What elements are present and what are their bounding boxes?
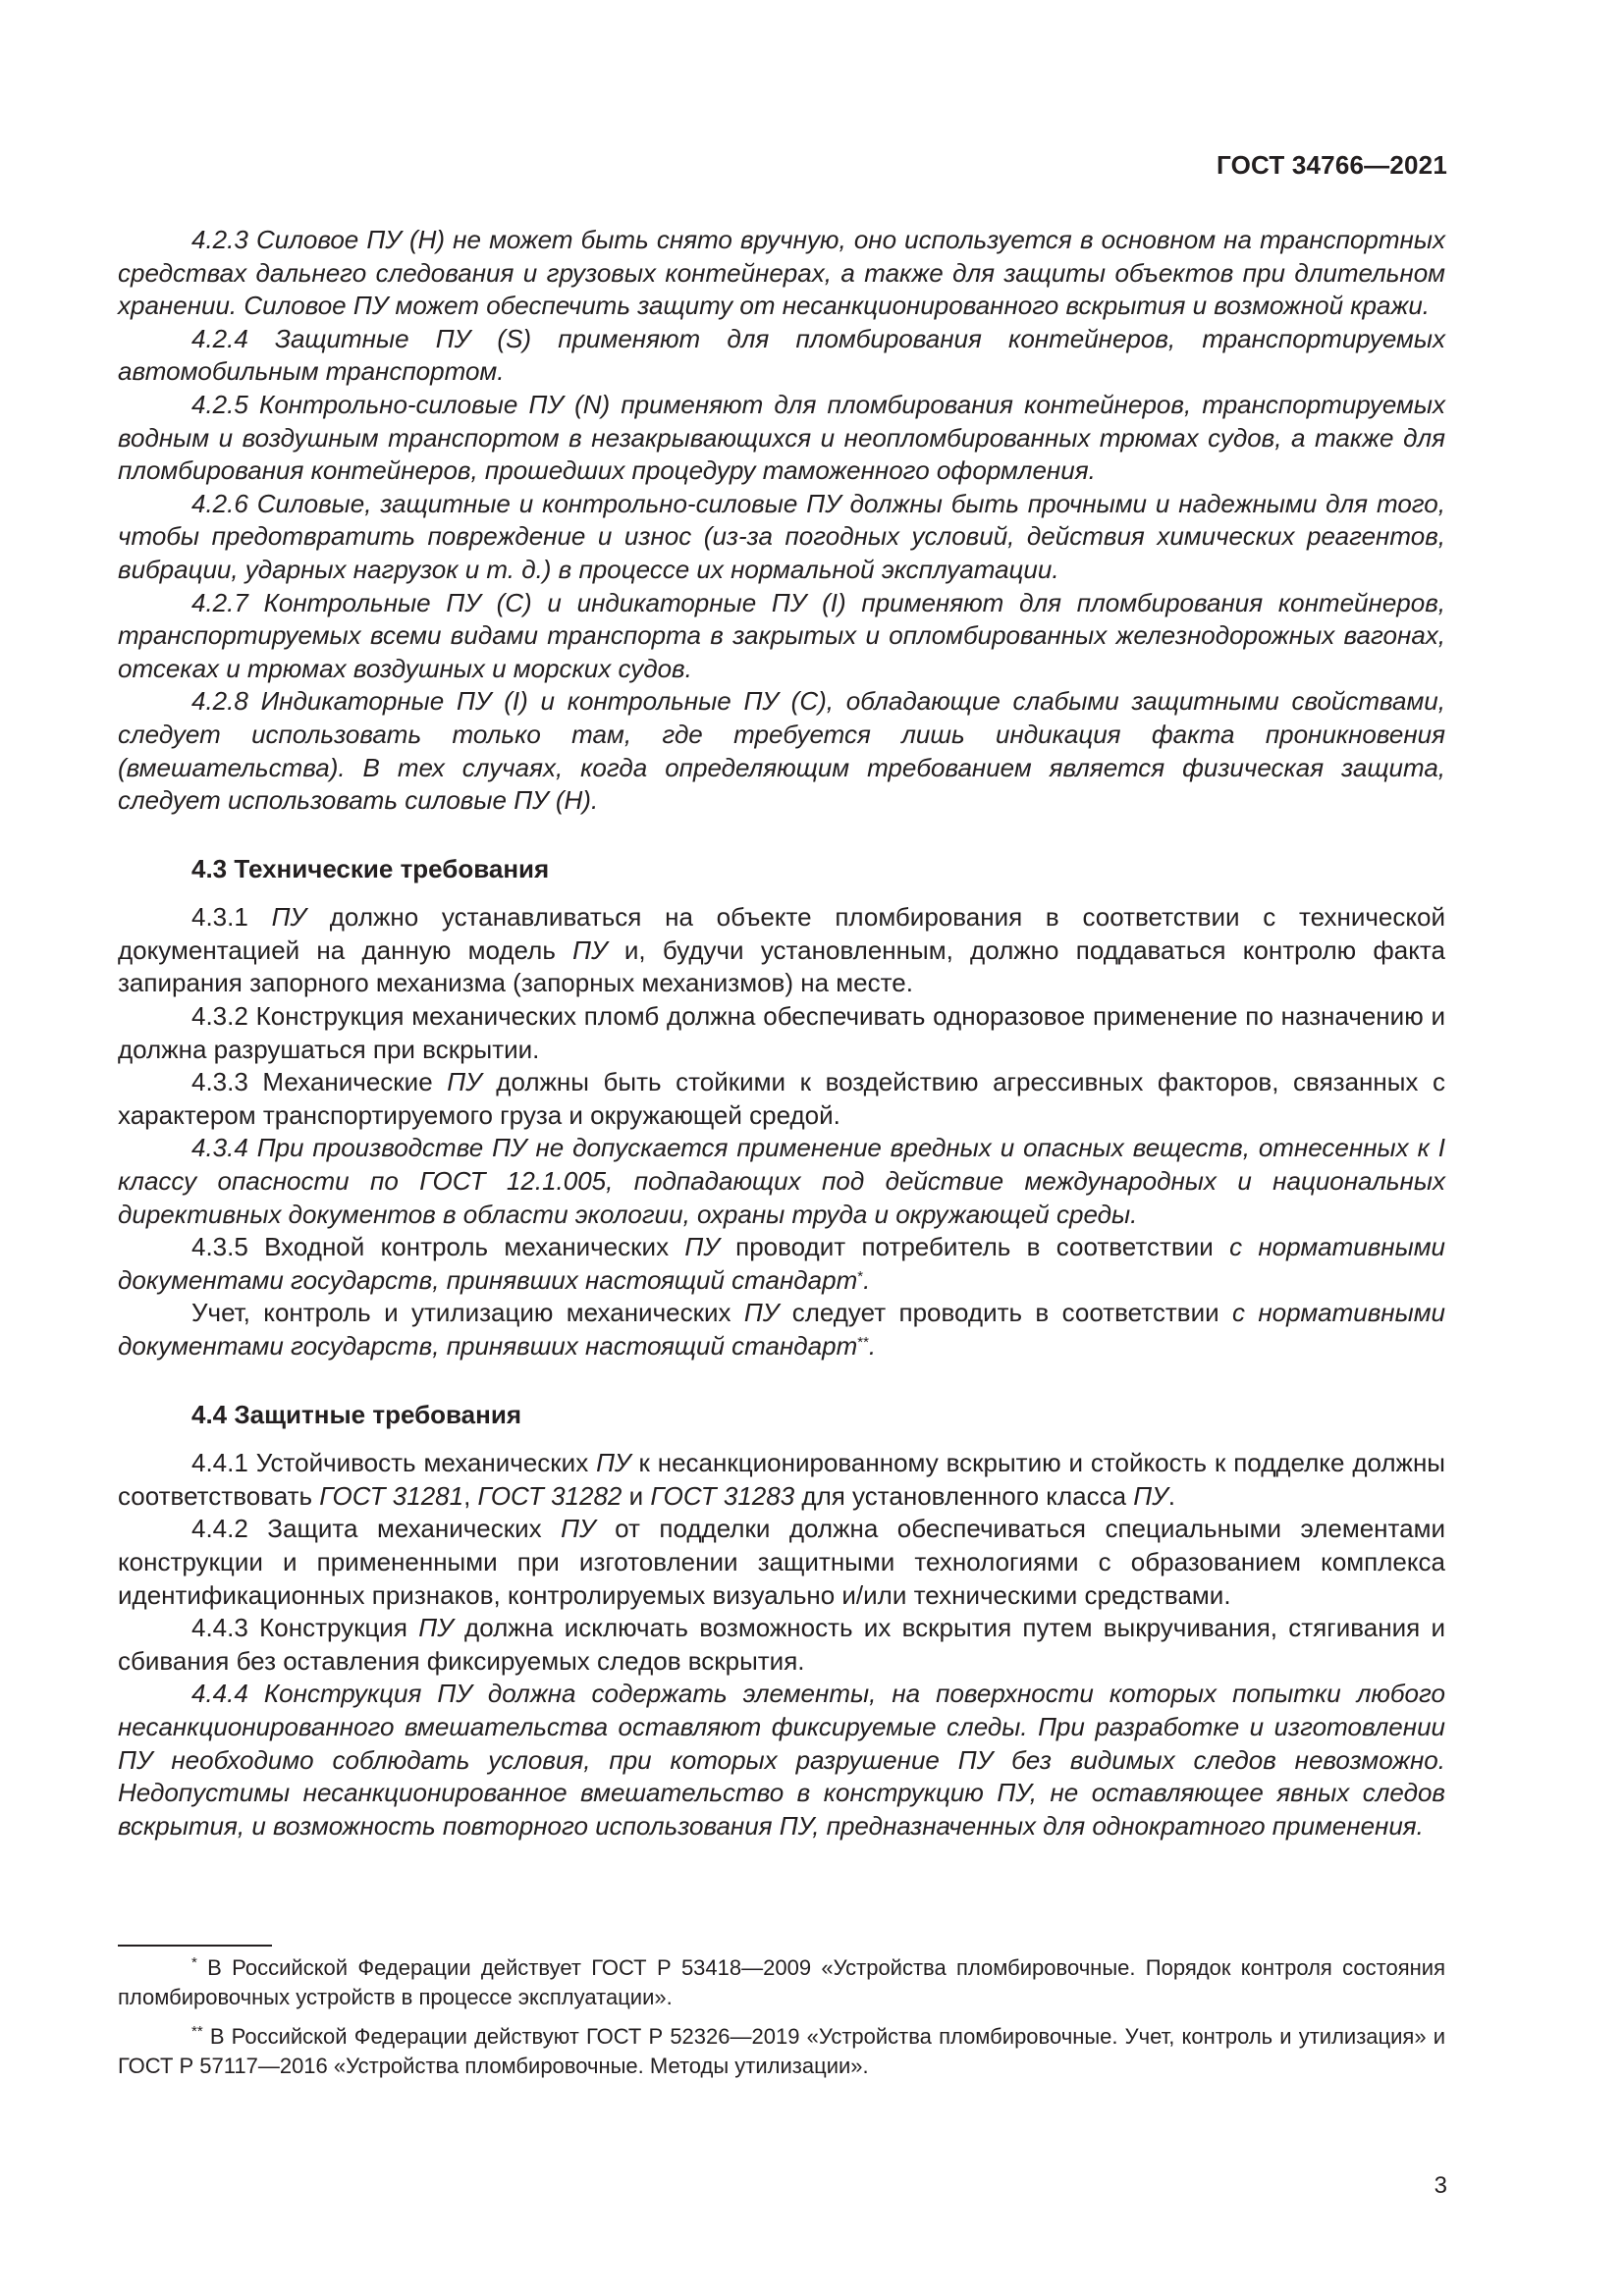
paragraph-4-3-4: 4.3.4 При производстве ПУ не допускается применение вредных и опасных веществ, отнесенных к I классу опасности по ГОСТ 12.1.005, подпадающих под действие международных и национальных директивных документов в области экологии, охраны труда и окружающей среды. [118,1133,1445,1229]
footnote-mark-2: ** [191,2023,203,2040]
paragraph-4-2-7: 4.2.7 Контрольные ПУ (С) и индикаторные ПУ (I) применяют для пломбирования контейнеров, транспортируемых всеми видами транспорта в закрытых и опломбированных железнодорожных вагонах, отсеках и трюмах воздушных и морских судов. [118,587,1445,683]
paragraph-4-4-2: 4.4.2 Защита механических ПУ от подделки должна обеспечиваться специальными элементами конструкции и примененными при изготовлении защитными технологиями с образованием комплекса идентификационных признаков, контролируемых визуально и/или техническими средствами. [118,1514,1445,1610]
paragraph-4-3-2: 4.3.2 Конструкция механических пломб должна обеспечивать одноразовое применение по назначению и должна разрушаться при вскрытии. [118,1001,1445,1064]
paragraph-4-2-4: 4.2.4 Защитные ПУ (S) применяют для пломбирования контейнеров, транспортируемых автомобильным транспортом. [118,323,1445,387]
footnotes [118,1953,1445,2081]
paragraph-4-3-1: 4.3.1 ПУ должно устанавливаться на объекте пломбирования в соответствии с технической документацией на данную модель ПУ и, будучи установленным, должно поддаваться контролю факта запирания запорного механизма (запорных механизмов) на месте. [118,902,1446,998]
document-id: ГОСТ 34766—2021 [1217,150,1447,180]
footnote-separator [118,1945,272,1947]
main-text [118,224,1445,1842]
paragraph-4-4-4: 4.4.4 Конструкция ПУ должна содержать элементы, на поверхности которых попытки любого несанкционированного вмешательства оставляют фиксируемые следы. При разработке и изготовлении ПУ необходимо соблюдать условия, при которых разрушение ПУ без видимых следов невозможно. Недопустимы несанкционированное вмешательство в конструкцию ПУ, не оставляющее явных следов вскрытия, и возможность повторного использования ПУ, предназначенных для однократного применения. [118,1679,1445,1841]
page-number: 3 [1434,2172,1447,2199]
paragraph-4-4-3: 4.4.3 Конструкция ПУ должна исключать возможность их вскрытия путем выкручивания, стягивания и сбивания без оставления фиксируемых следов вскрытия. [118,1613,1446,1676]
section-heading-4-3: 4.3 Технические требования [191,853,550,883]
footnote-ref-2[interactable]: ** [857,1334,869,1351]
footnote-1: * В Российской Федерации действует ГОСТ Р 53418—2009 «Устройства пломбировочные. Порядок контроля состояния пломбировочных устройств в процессе эксплуатации». [118,1954,1445,2009]
paragraph-4-2-6: 4.2.6 Силовые, защитные и контрольно-силовые ПУ должны быть прочными и надежными для того, чтобы предотвратить повреждение и износ (из-за погодных условий, действия химических реагентов, вибрации, ударных нагрузок и т. д.) в процессе их нормальной эксплуатации. [118,488,1445,584]
footnote-ref-1[interactable]: * [857,1267,864,1285]
paragraph-4-3-3: 4.3.3 Механические ПУ должны быть стойкими к воздействию агрессивных факторов, связанных с характером транспортируемого груза и окружающей средой. [118,1067,1446,1130]
footnote-2: ** В Российской Федерации действуют ГОСТ Р 52326—2019 «Устройства пломбировочные. Учет, контроль и утилизация» и ГОСТ Р 57117—2016 «Устройства пломбировочные. Методы утилизации». [118,2023,1445,2078]
paragraph-4-3-5-continued: Учет, контроль и утилизацию механических ПУ следует проводить в соответствии с нормативными документами государств, принявших настоящий стандарт**. [118,1298,1446,1361]
paragraph-4-3-5: 4.3.5 Входной контроль механических ПУ проводит потребитель в соответствии с нормативными документами государств, принявших настоящий стандарт*. [118,1232,1446,1295]
paragraph-4-2-5: 4.2.5 Контрольно-силовые ПУ (N) применяют для пломбирования контейнеров, транспортируемых водным и воздушным транспортом в незакрывающихся и неопломбированных трюмах судов, а также для пломбирования контейнеров, прошедших процедуру таможенного оформления. [118,389,1445,486]
footnote-mark-1: * [191,1954,197,1971]
paragraph-4-2-3: 4.2.3 Силовое ПУ (Н) не может быть снято вручную, оно используется в основном на транспортных средствах дальнего следования и грузовых контейнерах, а также для защиты объектов при длительном хранении. Силовое ПУ может обеспечить защиту от несанкционированного вскрытия и возможной кражи. [118,225,1445,321]
paragraph-4-2-8: 4.2.8 Индикаторные ПУ (I) и контрольные ПУ (С), обладающие слабыми защитными свойствами, следует использовать только там, где требуется лишь индикация факта проникновения (вмешательства). В тех случаях, когда определяющим требованием является физическая защита, следует использовать силовые ПУ (Н). [118,686,1445,816]
paragraph-4-4-1: 4.4.1 Устойчивость механических ПУ к несанкционированному вскрытию и стойкость к подделке должны соответствовать ГОСТ 31281, ГОСТ 31282 и ГОСТ 31283 для установленного класса ПУ. [118,1448,1445,1511]
section-heading-4-4: 4.4 Защитные требования [191,1399,521,1429]
